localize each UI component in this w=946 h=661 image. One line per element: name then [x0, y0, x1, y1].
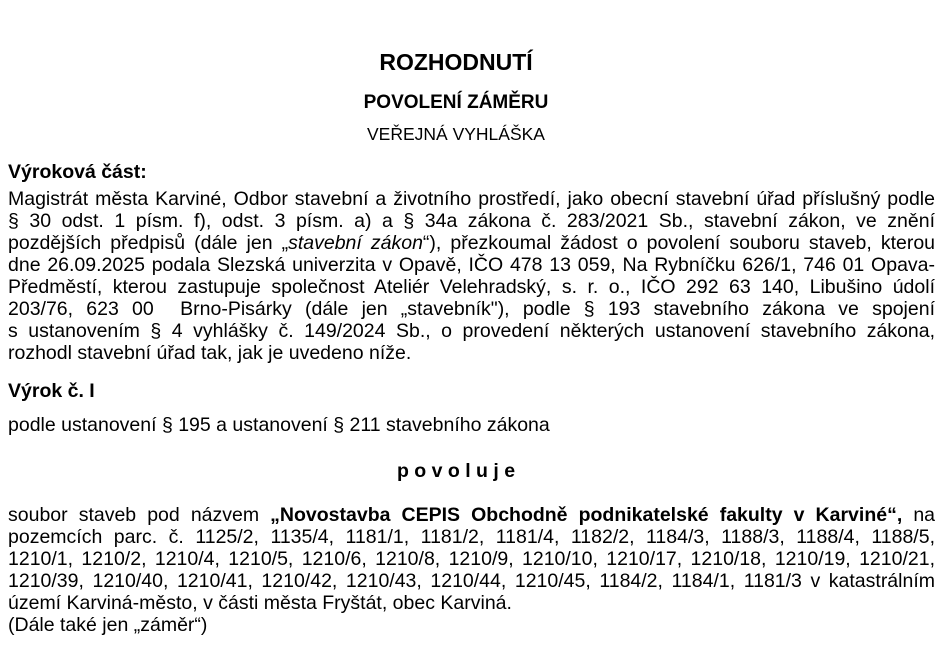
approval-paragraph — [8, 504, 935, 614]
intro-paragraph — [8, 188, 935, 364]
text-segment: Magistrát města Karviné, Odbor stavební a životního prostředí, jako obecní stavební úřad příslušný podle — [8, 188, 935, 210]
text-line — [8, 320, 935, 342]
text-line — [8, 504, 935, 526]
text-segment: 203/76, 623 00 Brno-Pisárky (dále jen „stavebník"), podle § 193 stavebního zákona ve spojení — [8, 298, 935, 320]
text-segment: 1210/39, 1210/40, 1210/41, 1210/42, 1210/43, 1210/44, 1210/45, 1184/2, 1184/1, 1181/3 v katastrálním — [8, 570, 935, 592]
text-line — [8, 592, 935, 614]
text-segment: pozemcích parc. č. 1125/2, 1135/4, 1181/1, 1181/2, 1181/4, 1182/2, 1184/3, 1188/3, 1188/4, 1188/5, — [8, 526, 935, 548]
text-line — [8, 276, 935, 298]
text-segment: stavební zákon — [288, 232, 423, 254]
text-line — [8, 298, 935, 320]
approval-keyword: p o v o l u j e — [396, 460, 516, 482]
text-segment: pozdějších předpisů (dále jen „ — [8, 232, 289, 254]
text-segment: rozhodl stavební úřad tak, jak je uvedeno níže. — [8, 342, 412, 364]
public-notice-label: VEŘEJNÁ VYHLÁŠKA — [367, 124, 545, 144]
text-line — [8, 526, 935, 548]
text-segment: na — [902, 504, 936, 526]
text-segment: „Novostavba CEPIS Obchodně podnikatelské fakulty v Karviné“, — [270, 504, 903, 526]
text-segment: “), přezkoumal žádost o povolení souboru staveb, kterou — [422, 232, 936, 254]
text-line — [8, 342, 935, 364]
text-segment: s ustanovením § 4 vyhlášky č. 149/2024 Sb., o provedení některých ustanovení stavebního zákona, — [8, 320, 935, 342]
text-line — [8, 254, 935, 276]
document-title: ROZHODNUTÍ — [379, 49, 533, 75]
text-segment: 1210/1, 1210/2, 1210/4, 1210/5, 1210/6, 1210/8, 1210/9, 1210/10, 1210/17, 1210/18, 1210/19, 1210/21, — [8, 548, 935, 570]
text-segment: dne 26.09.2025 podala Slezská univerzita v Opavě, IČO 478 13 059, Na Rybníčku 626/1, 746 01 Opava- — [8, 254, 935, 276]
operative-part-heading: Výroková část: — [8, 161, 147, 183]
text-line — [8, 548, 935, 570]
alias-note: (Dále také jen „záměr“) — [8, 614, 208, 636]
text-line — [8, 232, 935, 254]
verdict-heading: Výrok č. I — [8, 380, 95, 402]
text-line — [8, 570, 935, 592]
document-subtitle: POVOLENÍ ZÁMĚRU — [363, 92, 549, 113]
text-segment: území Karviná-město, v části města Fryštát, obec Karviná. — [8, 592, 512, 614]
text-line — [8, 188, 935, 210]
text-segment: Předměstí, kterou zastupuje společnost Ateliér Velehradský, s. r. o., IČO 292 63 140, Libušino údolí — [8, 276, 935, 298]
text-segment: soubor staveb pod názvem — [8, 504, 271, 526]
text-line — [8, 210, 935, 232]
text-segment: § 30 odst. 1 písm. f), odst. 3 písm. a) a § 34a zákona č. 283/2021 Sb., stavební zákon, ve znění — [8, 210, 935, 232]
verdict-legal-basis: podle ustanovení § 195 a ustanovení § 211 stavebního zákona — [8, 414, 550, 436]
